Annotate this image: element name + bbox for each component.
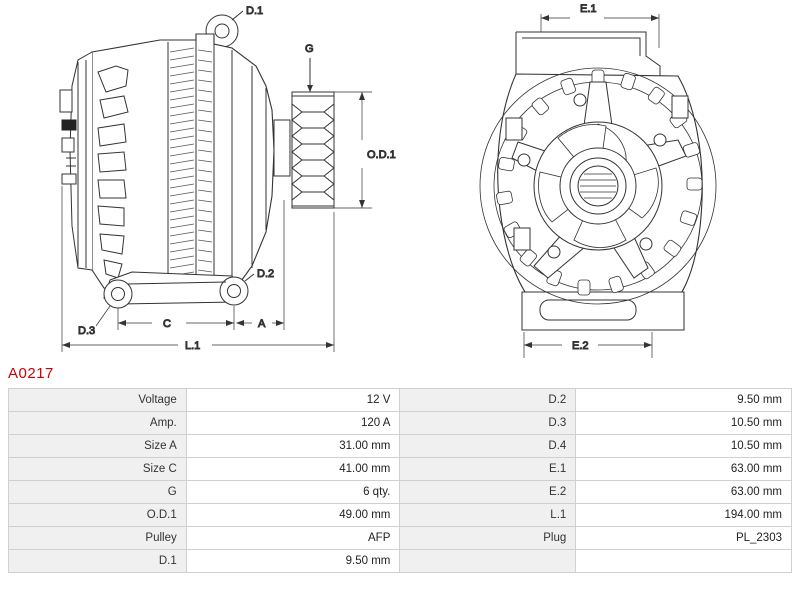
spec-value: PL_2303 xyxy=(576,527,792,550)
spec-value: 63.00 mm xyxy=(576,481,792,504)
specifications-table xyxy=(8,388,792,573)
label-od1: O.D.1 xyxy=(367,149,396,161)
label-a: A xyxy=(258,318,266,330)
spec-label: Size A xyxy=(9,435,187,458)
table-row xyxy=(9,550,792,573)
spec-label: Plug xyxy=(400,527,576,550)
spec-label: G xyxy=(9,481,187,504)
table-row xyxy=(9,412,792,435)
table-row xyxy=(9,504,792,527)
table-row xyxy=(9,435,792,458)
front-view xyxy=(480,3,716,358)
spec-label: E.1 xyxy=(400,458,576,481)
mount-feet xyxy=(104,272,248,308)
spec-label: D.3 xyxy=(400,412,576,435)
spec-value: 31.00 mm xyxy=(186,435,400,458)
spec-value: 10.50 mm xyxy=(576,435,792,458)
spec-label: D.4 xyxy=(400,435,576,458)
label-d1: D.1 xyxy=(246,5,264,17)
spec-label: Pulley xyxy=(9,527,187,550)
table-row xyxy=(9,458,792,481)
label-d2: D.2 xyxy=(257,268,275,280)
spec-label: Amp. xyxy=(9,412,187,435)
table-row xyxy=(9,481,792,504)
label-e1: E.1 xyxy=(580,3,597,15)
spec-label-empty xyxy=(400,550,576,573)
spec-label: E.2 xyxy=(400,481,576,504)
spec-label: D.2 xyxy=(400,389,576,412)
part-code: A0217 xyxy=(8,365,54,382)
spec-label: O.D.1 xyxy=(9,504,187,527)
spec-label: Voltage xyxy=(9,389,187,412)
label-d3: D.3 xyxy=(78,325,96,337)
spec-value-empty xyxy=(576,550,792,573)
spec-value: 9.50 mm xyxy=(576,389,792,412)
spec-label: L.1 xyxy=(400,504,576,527)
spec-value: 63.00 mm xyxy=(576,458,792,481)
spec-value: 41.00 mm xyxy=(186,458,400,481)
spec-value: 194.00 mm xyxy=(576,504,792,527)
pulley-profile xyxy=(292,92,334,208)
label-g: G xyxy=(305,43,314,55)
c-dimension xyxy=(118,306,234,330)
spec-value: 6 qty. xyxy=(186,481,400,504)
spec-value: AFP xyxy=(186,527,400,550)
label-c: C xyxy=(163,318,171,330)
spec-value: 120 A xyxy=(186,412,400,435)
od1-dimension xyxy=(334,92,396,208)
spec-label: D.1 xyxy=(9,550,187,573)
table-row xyxy=(9,389,792,412)
spec-value: 9.50 mm xyxy=(186,550,400,573)
g-leader xyxy=(305,43,314,92)
label-e2: E.2 xyxy=(572,340,589,352)
spec-value: 49.00 mm xyxy=(186,504,400,527)
spec-label: Size C xyxy=(9,458,187,481)
table-row xyxy=(9,527,792,550)
spec-value: 10.50 mm xyxy=(576,412,792,435)
spec-value: 12 V xyxy=(186,389,400,412)
label-l1: L.1 xyxy=(185,340,201,352)
